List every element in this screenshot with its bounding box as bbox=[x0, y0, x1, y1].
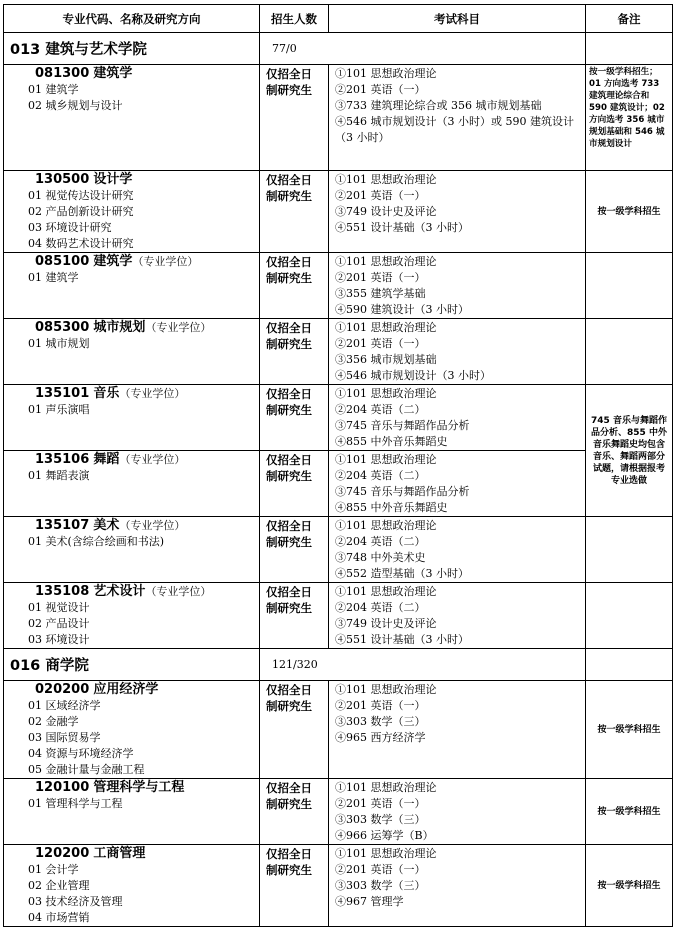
research-direction: 02 企业管理 bbox=[28, 879, 90, 892]
research-direction: 01 视觉传达设计研究 bbox=[28, 189, 134, 202]
exam-cell bbox=[329, 517, 586, 583]
exam-subject: ②204 英语（二） bbox=[335, 469, 426, 482]
research-direction: 01 城市规划 bbox=[28, 337, 90, 350]
quota-cell bbox=[260, 583, 329, 649]
quota-line: 仅招全日 bbox=[266, 173, 312, 187]
quota-line: 制研究生 bbox=[266, 469, 312, 483]
exam-subject: ④855 中外音乐舞蹈史 bbox=[335, 501, 448, 514]
quota-cell bbox=[260, 681, 329, 779]
college-row bbox=[4, 33, 673, 65]
research-direction: 04 资源与环境经济学 bbox=[28, 747, 134, 760]
note-cell bbox=[586, 583, 673, 649]
note-cell bbox=[586, 517, 673, 583]
major-row bbox=[4, 779, 673, 845]
exam-subject: ①101 思想政治理论 bbox=[335, 519, 437, 532]
exam-subject: ④551 设计基础（3 小时） bbox=[335, 221, 469, 234]
major-code: 020200 bbox=[35, 682, 90, 697]
major-type: （专业学位） bbox=[145, 585, 212, 598]
quota-line: 仅招全日 bbox=[266, 585, 312, 599]
major-name: 工商管理 bbox=[93, 846, 146, 861]
major-code: 120200 bbox=[35, 846, 90, 861]
research-direction: 01 建筑学 bbox=[28, 271, 79, 284]
exam-cell bbox=[329, 451, 586, 517]
exam-subject: ①101 思想政治理论 bbox=[335, 387, 437, 400]
header-note: 备注 bbox=[586, 5, 673, 33]
quota-line: 制研究生 bbox=[266, 601, 312, 615]
table-header-row bbox=[4, 5, 673, 33]
major-cell bbox=[4, 319, 260, 385]
exam-subject: ③303 数学（三） bbox=[335, 715, 426, 728]
major-heading bbox=[10, 452, 259, 468]
major-cell bbox=[4, 253, 260, 319]
exam-subject: ①101 思想政治理论 bbox=[335, 683, 437, 696]
quota-line: 制研究生 bbox=[266, 863, 312, 877]
major-row bbox=[4, 65, 673, 171]
quota-line: 仅招全日 bbox=[266, 387, 312, 401]
quota-cell bbox=[260, 253, 329, 319]
exam-subject: ①101 思想政治理论 bbox=[335, 585, 437, 598]
exam-cell bbox=[329, 253, 586, 319]
quota-line: 制研究生 bbox=[266, 271, 312, 285]
exam-cell bbox=[329, 319, 586, 385]
quota-cell bbox=[260, 385, 329, 451]
exam-subject: ④855 中外音乐舞蹈史 bbox=[335, 435, 448, 448]
exam-subject: ④965 西方经济学 bbox=[335, 731, 426, 744]
major-name: 音乐 bbox=[93, 386, 120, 401]
exam-subject: ②201 英语（一） bbox=[335, 189, 426, 202]
quota-cell bbox=[260, 319, 329, 385]
exam-subject: ②201 英语（一） bbox=[335, 797, 426, 810]
research-direction: 01 声乐演唱 bbox=[28, 403, 90, 416]
research-direction: 02 产品设计 bbox=[28, 617, 90, 630]
major-name: 建筑学 bbox=[93, 66, 133, 81]
college-quota: 121/320 bbox=[260, 649, 586, 681]
major-type: （专业学位） bbox=[119, 519, 186, 532]
exam-subject: ③749 设计史及评论 bbox=[335, 205, 437, 218]
major-row bbox=[4, 845, 673, 927]
exam-subject: ④966 运筹学（B） bbox=[335, 829, 434, 842]
major-row bbox=[4, 171, 673, 253]
exam-cell bbox=[329, 681, 586, 779]
exam-subject: ①101 思想政治理论 bbox=[335, 847, 437, 860]
research-direction: 03 国际贸易学 bbox=[28, 731, 101, 744]
research-direction: 04 市场营销 bbox=[28, 911, 90, 924]
research-direction: 04 数码艺术设计研究 bbox=[28, 237, 134, 250]
college-row bbox=[4, 649, 673, 681]
exam-subject: ③303 数学（三） bbox=[335, 879, 426, 892]
major-code: 120100 bbox=[35, 780, 90, 795]
major-cell bbox=[4, 845, 260, 927]
exam-subject: ③303 数学（三） bbox=[335, 813, 426, 826]
quota-line: 制研究生 bbox=[266, 189, 312, 203]
quota-line: 制研究生 bbox=[266, 83, 312, 97]
exam-cell bbox=[329, 779, 586, 845]
exam-subject: ①101 思想政治理论 bbox=[335, 173, 437, 186]
exam-subject: ④590 建筑设计（3 小时） bbox=[335, 303, 469, 316]
major-code: 085100 bbox=[35, 254, 90, 269]
quota-line: 制研究生 bbox=[266, 337, 312, 351]
college-name: 016 商学院 bbox=[4, 649, 260, 681]
exam-subject: ①101 思想政治理论 bbox=[335, 781, 437, 794]
exam-cell bbox=[329, 171, 586, 253]
research-direction: 03 环境设计 bbox=[28, 633, 90, 646]
major-heading bbox=[10, 780, 259, 796]
college-note-empty bbox=[586, 33, 673, 65]
college-note-empty bbox=[586, 649, 673, 681]
major-name: 美术 bbox=[93, 518, 120, 533]
exam-subject: ②201 英语（一） bbox=[335, 83, 426, 96]
exam-subject: ③745 音乐与舞蹈作品分析 bbox=[335, 485, 470, 498]
exam-subject: ①101 思想政治理论 bbox=[335, 255, 437, 268]
quota-cell bbox=[260, 517, 329, 583]
quota-line: 仅招全日 bbox=[266, 453, 312, 467]
quota-line: 仅招全日 bbox=[266, 519, 312, 533]
quota-line: 仅招全日 bbox=[266, 847, 312, 861]
major-cell bbox=[4, 171, 260, 253]
major-type: （专业学位） bbox=[119, 453, 186, 466]
major-type: （专业学位） bbox=[132, 255, 199, 268]
exam-subject: ①101 思想政治理论 bbox=[335, 67, 437, 80]
exam-subject: ③733 建筑理论综合或 356 城市规划基础 bbox=[335, 99, 542, 112]
major-heading bbox=[10, 66, 259, 82]
major-heading bbox=[10, 518, 259, 534]
exam-subject: ④546 城市规划设计（3 小时） bbox=[335, 369, 491, 382]
major-cell bbox=[4, 451, 260, 517]
major-row bbox=[4, 385, 673, 451]
major-name: 建筑学 bbox=[93, 254, 133, 269]
exam-subject: ②204 英语（二） bbox=[335, 601, 426, 614]
quota-line: 仅招全日 bbox=[266, 67, 312, 81]
research-direction: 01 建筑学 bbox=[28, 83, 79, 96]
exam-subject: ②201 英语（一） bbox=[335, 863, 426, 876]
major-code: 135108 bbox=[35, 584, 90, 599]
research-direction: 01 管理科学与工程 bbox=[28, 797, 123, 810]
exam-cell bbox=[329, 385, 586, 451]
major-code: 135106 bbox=[35, 452, 90, 467]
exam-subject: ②201 英语（一） bbox=[335, 271, 426, 284]
major-row bbox=[4, 517, 673, 583]
major-type: （专业学位） bbox=[119, 387, 186, 400]
major-row bbox=[4, 681, 673, 779]
major-code: 135107 bbox=[35, 518, 90, 533]
major-code: 085300 bbox=[35, 320, 90, 335]
note-cell: 按一级学科招生 bbox=[586, 845, 673, 927]
admissions-table bbox=[3, 4, 673, 927]
college-quota: 77/0 bbox=[260, 33, 586, 65]
note-cell: 按一级学科招生 bbox=[586, 779, 673, 845]
exam-subject: ④552 造型基础（3 小时） bbox=[335, 567, 469, 580]
major-row bbox=[4, 319, 673, 385]
major-cell bbox=[4, 65, 260, 171]
exam-subject: ④967 管理学 bbox=[335, 895, 404, 908]
research-direction: 05 金融计量与金融工程 bbox=[28, 763, 145, 776]
quota-cell bbox=[260, 779, 329, 845]
major-name: 应用经济学 bbox=[93, 682, 159, 697]
major-cell bbox=[4, 583, 260, 649]
quota-cell bbox=[260, 65, 329, 171]
major-cell bbox=[4, 681, 260, 779]
research-direction: 03 技术经济及管理 bbox=[28, 895, 123, 908]
exam-subject: ③745 音乐与舞蹈作品分析 bbox=[335, 419, 470, 432]
quota-line: 制研究生 bbox=[266, 797, 312, 811]
note-cell bbox=[586, 253, 673, 319]
quota-line: 制研究生 bbox=[266, 699, 312, 713]
major-heading bbox=[10, 172, 259, 188]
note-cell: 按一级学科招生 bbox=[586, 171, 673, 253]
exam-subject: ②201 英语（一） bbox=[335, 337, 426, 350]
exam-subject: ③356 城市规划基础 bbox=[335, 353, 437, 366]
note-cell: 按一级学科招生 bbox=[586, 681, 673, 779]
major-cell bbox=[4, 517, 260, 583]
header-quota: 招生人数 bbox=[260, 5, 329, 33]
exam-subject: ③749 设计史及评论 bbox=[335, 617, 437, 630]
exam-subject: ④551 设计基础（3 小时） bbox=[335, 633, 469, 646]
quota-cell bbox=[260, 845, 329, 927]
major-heading bbox=[10, 254, 259, 270]
quota-cell bbox=[260, 451, 329, 517]
quota-line: 制研究生 bbox=[266, 403, 312, 417]
major-row bbox=[4, 253, 673, 319]
research-direction: 01 视觉设计 bbox=[28, 601, 90, 614]
major-name: 管理科学与工程 bbox=[93, 780, 185, 795]
quota-line: 仅招全日 bbox=[266, 255, 312, 269]
major-heading bbox=[10, 682, 259, 698]
major-name: 舞蹈 bbox=[93, 452, 120, 467]
exam-cell bbox=[329, 583, 586, 649]
exam-subject: ④546 城市规划设计（3 小时）或 590 建筑设计（3 小时） bbox=[335, 115, 574, 144]
note-cell bbox=[586, 319, 673, 385]
research-direction: 01 美术(含综合绘画和书法) bbox=[28, 535, 165, 548]
quota-cell bbox=[260, 171, 329, 253]
research-direction: 02 城乡规划与设计 bbox=[28, 99, 123, 112]
exam-subject: ①101 思想政治理论 bbox=[335, 453, 437, 466]
quota-line: 制研究生 bbox=[266, 535, 312, 549]
major-type: （专业学位） bbox=[145, 321, 212, 334]
major-cell bbox=[4, 385, 260, 451]
major-heading bbox=[10, 320, 259, 336]
header-major: 专业代码、名称及研究方向 bbox=[4, 5, 260, 33]
major-code: 130500 bbox=[35, 172, 90, 187]
exam-subject: ③355 建筑学基础 bbox=[335, 287, 426, 300]
major-row bbox=[4, 583, 673, 649]
college-name: 013 建筑与艺术学院 bbox=[4, 33, 260, 65]
major-heading bbox=[10, 386, 259, 402]
research-direction: 03 环境设计研究 bbox=[28, 221, 112, 234]
major-cell bbox=[4, 779, 260, 845]
exam-cell bbox=[329, 65, 586, 171]
major-code: 135101 bbox=[35, 386, 90, 401]
quota-line: 仅招全日 bbox=[266, 781, 312, 795]
major-row bbox=[4, 451, 673, 517]
major-name: 艺术设计 bbox=[93, 584, 146, 599]
major-name: 设计学 bbox=[93, 172, 133, 187]
quota-line: 仅招全日 bbox=[266, 321, 312, 335]
research-direction: 02 产品创新设计研究 bbox=[28, 205, 134, 218]
exam-subject: ②204 英语（二） bbox=[335, 535, 426, 548]
exam-subject: ②204 英语（二） bbox=[335, 403, 426, 416]
research-direction: 01 舞蹈表演 bbox=[28, 469, 90, 482]
major-heading bbox=[10, 846, 259, 862]
exam-subject: ③748 中外美术史 bbox=[335, 551, 426, 564]
note-cell: 按一级学科招生；01 方向选考 733 建筑理论综合和 590 建筑设计；02 方向选考 356 城市规划基础和 546 城市规划设计 bbox=[586, 65, 673, 171]
major-heading bbox=[10, 584, 259, 600]
quota-line: 仅招全日 bbox=[266, 683, 312, 697]
research-direction: 01 区域经济学 bbox=[28, 699, 101, 712]
major-name: 城市规划 bbox=[93, 320, 146, 335]
note-cell: 745 音乐与舞蹈作品分析、855 中外音乐舞蹈史均包含音乐、舞蹈两部分试题，请根据报考专业选做 bbox=[586, 385, 673, 517]
research-direction: 02 金融学 bbox=[28, 715, 79, 728]
header-exam: 考试科目 bbox=[329, 5, 586, 33]
exam-subject: ②201 英语（一） bbox=[335, 699, 426, 712]
exam-cell bbox=[329, 845, 586, 927]
research-direction: 01 会计学 bbox=[28, 863, 79, 876]
major-code: 081300 bbox=[35, 66, 90, 81]
exam-subject: ①101 思想政治理论 bbox=[335, 321, 437, 334]
